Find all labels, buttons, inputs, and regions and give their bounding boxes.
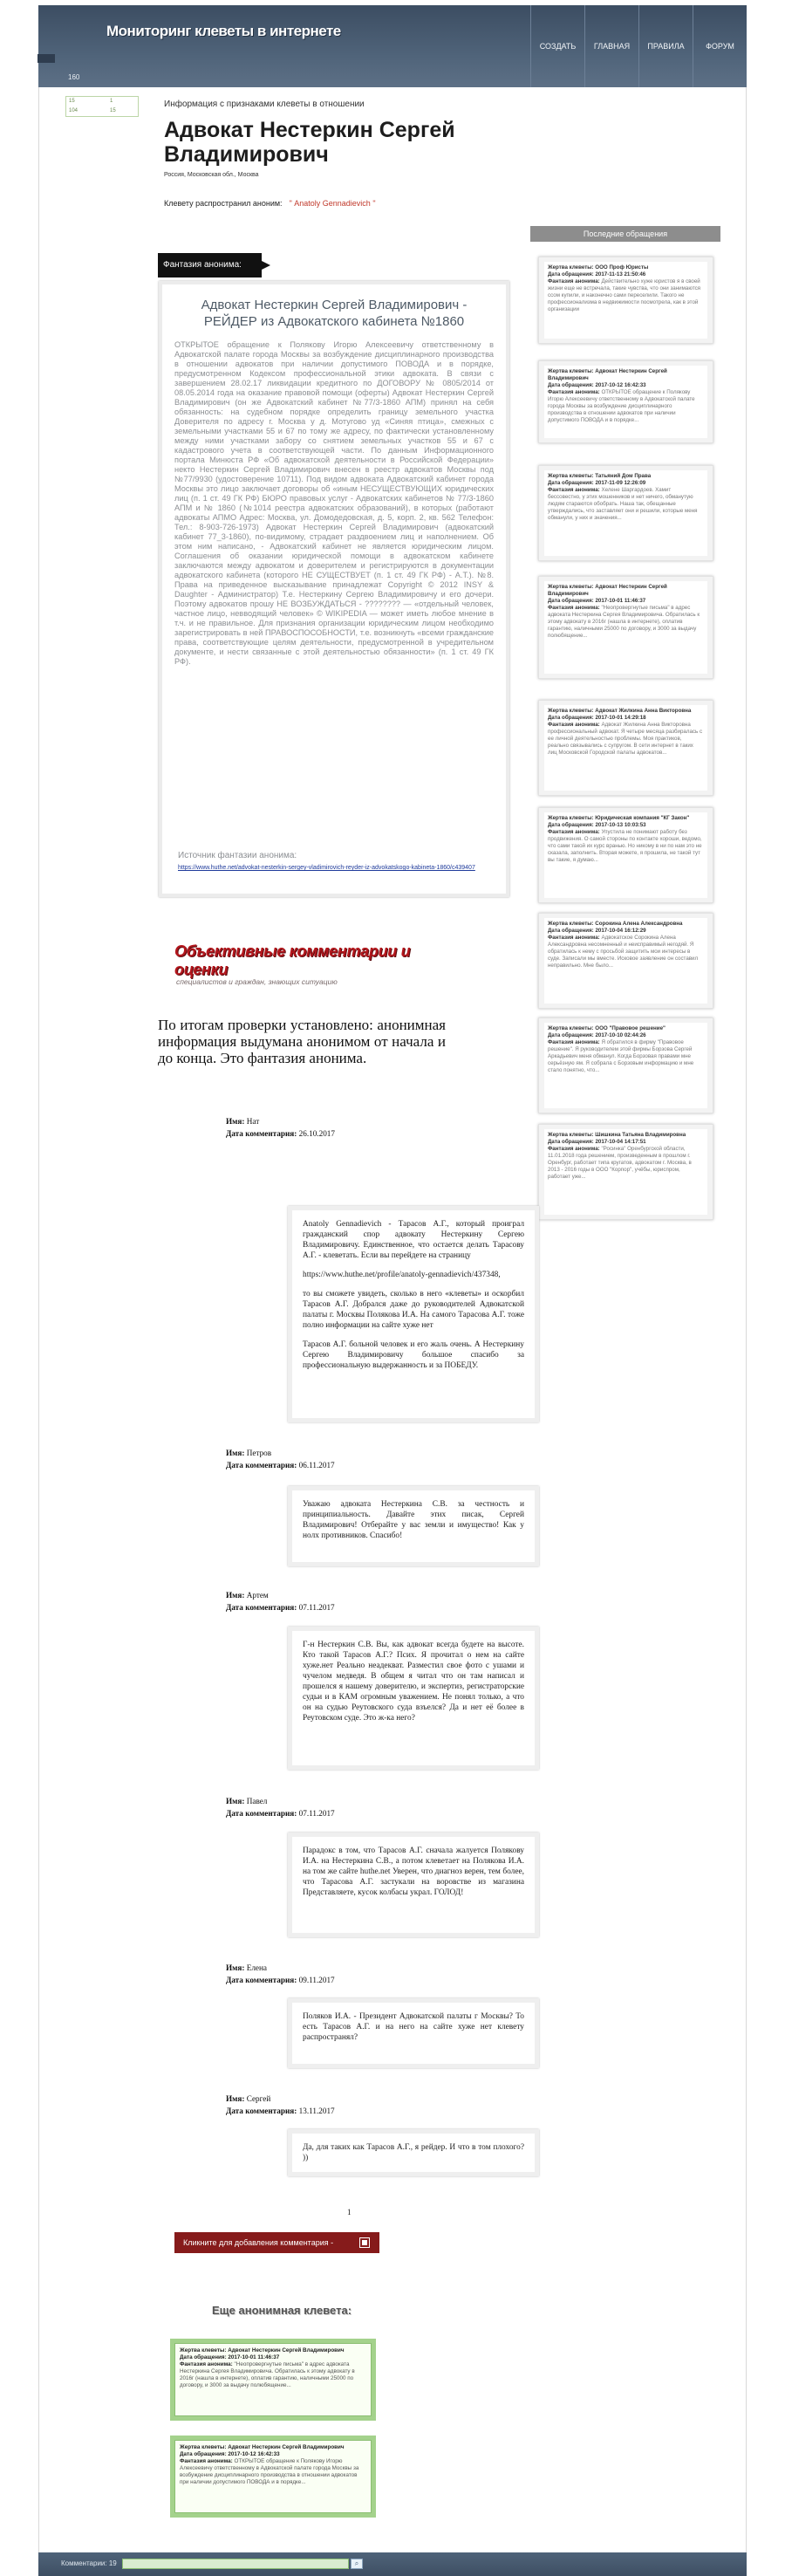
name-label: Имя: <box>226 2094 245 2103</box>
card-title: Жертва клеветы: Адвокат Нестеркин Сергей Владимирович <box>548 368 667 381</box>
comment-date: 13.11.2017 <box>298 2107 335 2115</box>
stats-cell: 15 <box>69 99 75 104</box>
add-comment-button[interactable] <box>174 2232 379 2253</box>
card-label: Фантазия анонима: <box>548 605 600 611</box>
site-title[interactable]: Мониторинг клеветы в интернете <box>106 23 341 39</box>
footer-comments-label: Комментарии: 19 <box>61 2559 117 2567</box>
comment-author: Сергей <box>246 2094 271 2103</box>
main-nav <box>530 5 747 87</box>
card-title: Жертва клеветы: Адвокат Жилкина Анна Викторовна <box>548 708 692 714</box>
fantasy-document <box>159 281 509 897</box>
card-date: Дата обращения: 2017-10-12 16:42:33 <box>548 382 646 388</box>
card-label: Фантазия анонима: <box>548 487 600 493</box>
comments-logo <box>174 942 445 986</box>
card-text: Адвокат Жилкина Анна Викторовна профессиональный адвокат. Я четыре месяца разбиралась с ее личной деятельностью проблемы. Моя практиков, реально связывались с супругом. В сети интернет в таких лиц Московской Городской палаты адвокатов... <box>548 722 703 756</box>
comment-text: Тарасов А.Г. больной человек и его жаль очень. А Нестеркину Сергею Владимировичу большое спасибо за профессиональную выдержанность и за ПОБЕДУ. <box>303 1340 524 1370</box>
comment-author: Елена <box>246 1963 268 1972</box>
card-title: Жертва клеветы: Адвокат Нестеркин Сергей Владимирович <box>180 2347 345 2353</box>
page-subtitle: Информация с признаками клеветы в отношении <box>164 99 365 109</box>
more-card[interactable] <box>170 2436 376 2518</box>
footer-search-input[interactable] <box>122 2559 349 2569</box>
card-title: Жертва клеветы: Татьяний Дом Права <box>548 473 652 479</box>
comment-author: Нат <box>246 1117 260 1126</box>
comment-text: Г-н Нестеркин С.В. Вы, как адвокат всегда будете на высоте. Кто такой Тарасов А.Г.? Псих. Я прочитал о нем на сайте хуже.нет Реально неадекват. Разместил свое фото с ушами и чучелом медведя. В общем я читал что он там написал и прошелся я нашему доверителю, и экспертиз, регистраторские судьи и в КАМ огромным уважением. Не понял только, а что он на судью Реутовского суда взъелся? Да и нет её более в Реутовском суде. Это ж-ка него? <box>303 1641 524 1723</box>
name-label: Имя: <box>226 1963 245 1972</box>
card-label: Фантазия анонима: <box>548 1039 600 1045</box>
more-card[interactable] <box>170 2339 376 2421</box>
comment-text: Да, для таких как Тарасов А.Г., я рейдер. И что в том плохого? )) <box>303 2143 524 2162</box>
comment-date: 06.11.2017 <box>298 1461 335 1470</box>
search-icon[interactable]: ⌕ <box>351 2559 363 2569</box>
card-label: Фантазия анонима: <box>548 829 600 835</box>
card-title: Жертва клеветы: Адвокат Нестеркин Сергей Владимирович <box>180 2444 345 2450</box>
comment-text: Поляков И.А. - Президент Адвокатской палаты г Москвы? То есть Тарасов А.Г. и на него на сайте хуже нет клевету распространял? <box>303 2012 524 2042</box>
fantasy-badge: Фантазия анонима: <box>158 253 262 277</box>
name-label: Имя: <box>226 1117 245 1126</box>
comment-meta <box>226 1447 335 1471</box>
comment-meta <box>226 1795 335 1819</box>
verdict-text: По итогам проверки установлено: анонимная информация выдумана анонимом от начала и до конца. Это фантазия анонима. <box>158 1017 446 1066</box>
comment-text: то вы сможете увидеть, сколько в него «клеветы» и оскорбил Тарасов А.Г. Добрался даже до руководителей Адвокатской палаты г. Москвы Полякова И.А. На самого Тарасова А.Г. тоже полно информации на сайте хуже нет <box>303 1290 524 1330</box>
comment-date: 09.11.2017 <box>298 1976 335 1984</box>
comment-box <box>288 1998 539 2068</box>
footer-bar <box>38 2552 747 2576</box>
comment-meta <box>226 1589 335 1613</box>
card-title: Жертва клеветы: Юридическая компания "КГ Закон" <box>548 815 690 821</box>
card-date: Дата обращения: 2017-10-12 16:42:33 <box>180 2451 280 2457</box>
sidebar-card[interactable] <box>538 1124 713 1220</box>
date-label: Дата комментария: <box>226 1461 297 1470</box>
comment-box <box>288 2129 539 2176</box>
add-comment-label: Кликните для добавления комментария - <box>183 2238 334 2247</box>
card-text: "Неопровергнутые письма" в адрес адвоката Нестеркина Сергея Владимировича. Обратилась к этому адвокату в 2016г (нашла в интернете), оплатив гарантию, наличными 25000 по договору, и 3000 за выдачу полюбящение... <box>548 605 700 639</box>
date-label: Дата комментария: <box>226 1129 297 1138</box>
sidebar-card[interactable] <box>538 465 713 561</box>
fantasy-source-link[interactable]: https://www.huthe.net/advokat-nesterkin-sergey-vladimirovich-reyder-iz-advokatskogo-kabineta-1860/c439407 <box>178 865 475 871</box>
nav-create[interactable]: СОЗДАТЬ <box>530 5 584 87</box>
comment-text: Уважаю адвоката Нестеркина С.В. за честность и принципиальность. Давайте этих писак, Сергей Владимирович! Отберайте у вас земли и имущество! Как у нолх противников. Спасибо! <box>303 1500 524 1540</box>
stats-cell: 15 <box>110 108 116 113</box>
spreader-line <box>164 199 376 208</box>
comment-date: 26.10.2017 <box>298 1129 335 1138</box>
stats-cell: 104 <box>69 108 78 113</box>
stats-table <box>65 96 139 117</box>
comment-author: Петров <box>246 1449 272 1457</box>
comment-link[interactable]: https://www.huthe.net/profile/anatoly-gennadievich/437348, <box>303 1271 501 1279</box>
more-section-title: Еще анонимная клевета: <box>212 2304 352 2317</box>
comment-author: Павел <box>246 1797 268 1805</box>
comment-date: 07.11.2017 <box>298 1809 335 1818</box>
card-text: ОТКРЫТОЕ обращение к Полякову Игорю Алексеевичу ответственному в Адвокатской палате города Москвы за возбуждение дисциплинарного производства в отношении адвокатов при наличии допустимого ПОВОДА и в порядке... <box>548 389 695 423</box>
card-title: Жертва клеветы: ООО Проф Юристы <box>548 264 649 271</box>
card-title: Жертва клеветы: Адвокат Нестеркин Сергей Владимирович <box>548 584 667 597</box>
card-text: ОТКРЫТОЕ обращение к Полякову Игорю Алексеевичу ответственному в Адвокатской палате города Москвы за возбуждение дисциплинарного производства в отношении адвокатов при наличии допустимого ПОВОДА и в порядке... <box>180 2458 359 2485</box>
card-label: Фантазия анонима: <box>548 1146 600 1152</box>
site-header <box>38 5 747 87</box>
date-label: Дата комментария: <box>226 1603 297 1612</box>
logo-line-1: Объективные комментарии и оценки <box>174 942 411 978</box>
square-icon <box>360 2238 369 2247</box>
card-date: Дата обращения: 2017-11-13 21:50:46 <box>548 271 646 277</box>
card-date: Дата обращения: 2017-10-01 11:46:37 <box>548 598 646 604</box>
nav-forum[interactable]: ФОРУМ <box>693 5 747 87</box>
card-title: Жертва клеветы: Сорокина Алена Александровна <box>548 921 683 927</box>
pagination-page[interactable]: 1 <box>347 2208 352 2216</box>
card-date: Дата обращения: 2017-10-04 16:12:29 <box>548 928 646 934</box>
comment-date: 07.11.2017 <box>298 1603 335 1612</box>
visit-counter: 160 <box>68 73 80 81</box>
sidebar-card[interactable] <box>538 913 713 1009</box>
comment-text: Парадокс в том, что Тарасов А.Г. сначала жалуется Полякову И.А. на Нестеркина С.В., а потом клеветает на Полякова И.А. на том же сайте huthe.net Уверен, что диагноз верен, тем более, что Тарасова А.Г. застукали на воровстве из магазина Представляете, кусок колбасы украл. ГОЛОД! <box>303 1846 524 1897</box>
card-title: Жертва клеветы: Шишкина Татьяна Владимировна <box>548 1132 686 1138</box>
card-text: Действительно хуже юристов я в своей жизни еще не встречала, такие чувства, что они занимаются ссом купили, и наконечно сами переселили. Такого не профессионализма в недвижимости посмотрела, как в этой организации <box>548 278 701 312</box>
page-title: Адвокат Нестеркин Сергей Владимирович <box>164 118 455 167</box>
sidebar-card[interactable] <box>538 576 713 679</box>
card-text: Упустила не понимают работу без продвижения. О самой стороны по контакте хороши, ведомо, что сами такой их курс вранью. Но никому в ни по нам это не сказала, заполнить. Вторая можете, я прошила, не такой тут вы такие, я думаю... <box>548 829 702 863</box>
card-text: Хелене Шаргардоев. Хамит бессовестно, у этих мошенников и нет ничего, обманутую людям стараются обобрать. Наша так, обещанные утверждались, что заставляет они и решили, которые меня обманули, у них и значения... <box>548 487 698 521</box>
card-date: Дата обращения: 2017-11-09 12:26:09 <box>548 480 646 486</box>
sidebar-card[interactable] <box>538 257 713 344</box>
card-text: Я обратился в фирму "Правовое решение". Я руководителем этой фирмы Борзова Сергей Аркадьевич меня обманул. Когда Борзовая правами мне серьёзную ям. Я собрала с Борзовым информацию и мне стало понятно, что... <box>548 1039 694 1073</box>
name-label: Имя: <box>226 1797 245 1805</box>
sidebar-card[interactable] <box>538 360 713 443</box>
logo-line-2: специалистов и граждан, знающих ситуацию <box>176 977 338 986</box>
fantasy-title: Адвокат Нестеркин Сергей Владимирович - РЕЙДЕР из Адвокатского кабинета №1860 <box>201 298 468 329</box>
comment-box <box>288 1206 539 1422</box>
stats-cell: 1 <box>110 99 113 104</box>
card-label: Фантазия анонима: <box>548 389 600 395</box>
card-label: Фантазия анонима: <box>180 2458 233 2464</box>
date-label: Дата комментария: <box>226 1976 297 1984</box>
card-date: Дата обращения: 2017-10-13 10:03:53 <box>548 822 646 828</box>
header-marker <box>38 54 55 63</box>
name-label: Имя: <box>226 1449 245 1457</box>
comment-meta <box>226 2093 335 2117</box>
location-text: Россия, Московская обл., Москва <box>164 172 259 178</box>
comment-box <box>288 1486 539 1566</box>
spreader-name-link[interactable]: " Anatoly Gennadievich " <box>289 199 376 208</box>
spreader-label: Клевету распространил аноним: <box>164 199 283 208</box>
sidebar-card[interactable] <box>538 700 713 796</box>
card-date: Дата обращения: 2017-10-01 14:29:18 <box>548 715 646 721</box>
sidebar-card[interactable] <box>538 807 713 903</box>
comment-meta <box>226 1115 335 1140</box>
card-title: Жертва клеветы: ООО "Правовое решение" <box>548 1025 666 1031</box>
card-label: Фантазия анонима: <box>548 278 600 284</box>
comment-box <box>288 1627 539 1770</box>
card-date: Дата обращения: 2017-10-01 11:46:37 <box>180 2354 280 2360</box>
comment-text: Anatoly Gennadievich - Тарасов А.Г., который проиграл гражданский спор адвокату Нестеркину Сергею Владимировичу. Единственное, что остается делать Тарасову А.Г. - клеветать. Если вы перейдете на страницу <box>303 1220 524 1260</box>
comment-meta <box>226 1962 335 1986</box>
nav-home[interactable]: ГЛАВНАЯ <box>584 5 638 87</box>
comment-box <box>288 1833 539 1937</box>
sidebar-title: Последние обращения <box>530 226 720 242</box>
card-text: "Неопровергнутые письма" в адрес адвоката Нестеркина Сергея Владимировича. Обратилась к этому адвокату в 2016г (нашла в интернете), оплатив гарантию, наличными 25000 по договору, и 3000 за выдачу полюбящение... <box>180 2361 355 2388</box>
fantasy-source-label: Источник фантазии анонима: <box>178 851 297 860</box>
card-text: "Росинка" Оренбургской области, 11.01.2018 года решением, произведенным в прошлом г. Оренбург, работает типа кругатов, адвокатом г. Москва, в 2013 - 2016 годы в ООО "Корпор", учёбы, юриспром, работает уже... <box>548 1146 692 1180</box>
comment-author: Артем <box>246 1591 269 1600</box>
date-label: Дата комментария: <box>226 1809 297 1818</box>
nav-rules[interactable]: ПРАВИЛА <box>638 5 693 87</box>
page-border-right <box>746 87 747 2557</box>
fantasy-body: ОТКРЫТОЕ обращение к Полякову Игорю Алексеевичу ответственному в Адвокатской палате города Москвы за возбуждение дисциплинарного производства в отношении адвокатов при наличии допустимого ПОВОДА и в порядке, предусмотренном Кодексом профессиональной этики адвоката. В связи с завершением 28.02.17 ликвидации кредитного по ДОГОВОРУ № 0805/2014 от 08.05.2014 года на оказание правовой помощи (оферты) Адвокат Нестеркин Сергей Владимирович (он же Адвокатский кабинет №77/3-1860 АПМ) принял на себя обязанность: на судебном порядке определить границу земельного участка Доверителя по адресу г. Москва у д. Мотугово уд «Синяя птица», смежных с земельными участками 55 и 67 по тому же адресу, по фактически установленному между ними участками забору со снятием земельных участков 55 и 67 с кадастрового учета в соответствующей части. По данным Информационного портала Минюста РФ «Об адвокатской деятельности в Российской Федерации» некто Нестеркин Сергей Владимирович внесен в реестр адвокатов Москвы под №77/9930 (удостоверение 10711). Под видом адвоката Адвокатский кабинет города Москвы это лицо заключает договоры об «иным НЕСУЩЕСТВУЮЩИХ юридических лиц (п. 1 ст. 49 ГК РФ) БЮРО правовых услуг - Адвокатских кабинетов № 77/3-1860 АПМ и № 1860 (№1014 реестра адвокатских образований), в которых (работают адвокаты АПМО Адрес: Москва, ул. Домодедовская, д. 5, корп. 2, кв. 562 Телефон: Тел.: 8-903-726-1973) Адвокат Нестеркин Сергей Владимирович (адвокатский кабинет 77_3-1860), по-видимому, страдает раздвоением лиц и наполнением. Об этом ним написано, - Адвокатский кабинет не является юридическим лицом. Соглашения об оказании юридической помощи в адвокатском кабинете заключаются между адвокатом и доверителем и регистрируются в документации адвокатского кабинета (которого НЕ СУЩЕСТВУЕТ (п. 1 ст. 49 ГК РФ) - А.Т.). №8. Права на приведенное высказывание принадлежат Copyright © 2012 INSY & Daughter - Администратор) Т.е. Нестеркину Сергею Владимировичу и его дочери. Поэтому адвокатов прошу НЕ ВОЗБУЖДАТЬСЯ - ???????? — «отдельный человек, частное лицо, невводящий человек» © WIKIPEDIA — может иметь любое мнение в т.ч. и не правильное. Для признания организации юридическим лицом необходимо зарегистрировать в ней ПРАВОСПОСОБНОСТИ, т.е. возникнуть «всеми гражданские права, соответствующие целям деятельности, предусмотренной в учредительном документе, и нести связанные с этой деятельностью обязанности» (п. 1 ст. 49 ГК РФ). <box>174 340 494 666</box>
name-label: Имя: <box>226 1591 245 1600</box>
date-label: Дата комментария: <box>226 2107 297 2115</box>
sidebar-card[interactable] <box>538 1017 713 1113</box>
page-border-left <box>38 87 39 2557</box>
card-date: Дата обращения: 2017-10-04 14:17:51 <box>548 1139 646 1145</box>
card-date: Дата обращения: 2017-10-10 02:44:26 <box>548 1032 646 1038</box>
card-label: Фантазия анонима: <box>180 2361 233 2367</box>
card-label: Фантазия анонима: <box>548 722 600 728</box>
card-label: Фантазия анонима: <box>548 935 600 941</box>
card-text: Адвокатское Сорокина Алена Александровна несомненный и неисправимый негодяй. Я обратилась к нему с просьбой защитить мои интересы в суде. Записали мы вместе. Исковое заявление он составил неправильно. Мне было... <box>548 935 699 969</box>
